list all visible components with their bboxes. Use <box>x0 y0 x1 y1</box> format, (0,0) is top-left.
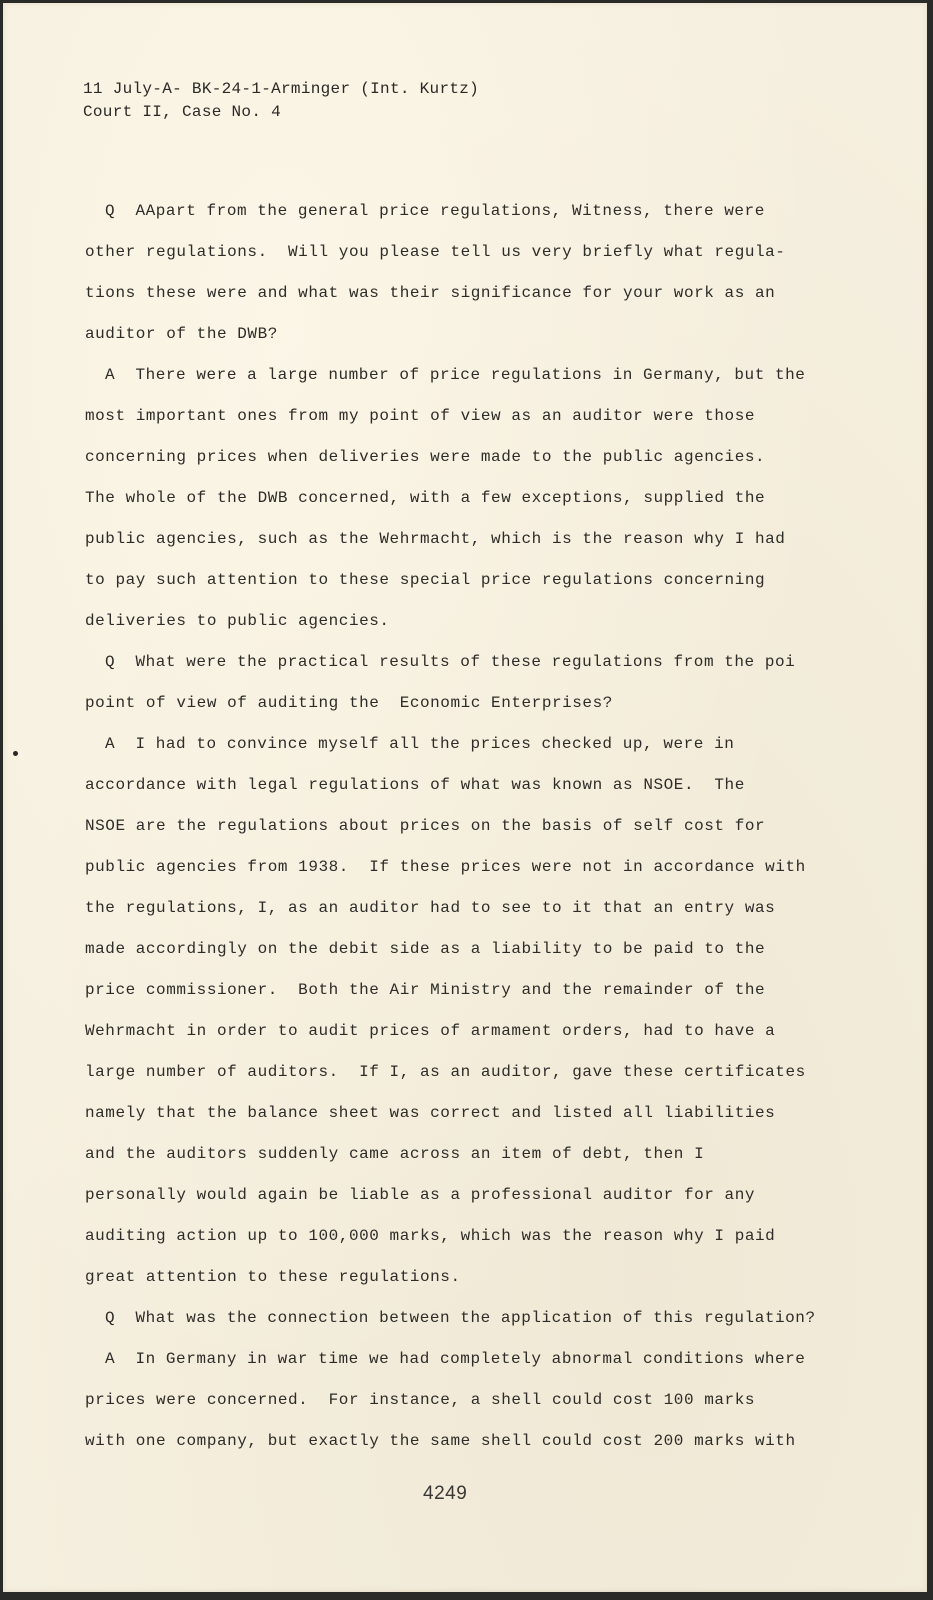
transcript-line: great attention to these regulations. <box>85 1268 461 1286</box>
transcript-line: personally would again be liable as a professional auditor for any <box>85 1186 756 1204</box>
transcript-line: large number of auditors. If I, as an auditor, gave these certificates <box>85 1063 806 1081</box>
transcript-line: Q What was the connection between the application of this regulation? <box>105 1309 816 1327</box>
transcript-line: Q What were the practical results of these regulations from the poi <box>105 653 796 671</box>
header-case-reference: 11 July-A- BK-24-1-Arminger (Int. Kurtz) <box>83 80 480 98</box>
transcript-line: Wehrmacht in order to audit prices of armament orders, had to have a <box>85 1022 776 1040</box>
transcript-line: prices were concerned. For instance, a shell could cost 100 marks <box>85 1391 756 1409</box>
transcript-line: the regulations, I, as an auditor had to see to it that an entry was <box>85 899 776 917</box>
transcript-line: Q AApart from the general price regulations, Witness, there were <box>105 202 765 220</box>
transcript-line: deliveries to public agencies. <box>85 612 390 630</box>
document-page <box>3 3 927 1592</box>
transcript-line: made accordingly on the debit side as a liability to be paid to the <box>85 940 766 958</box>
transcript-line: public agencies, such as the Wehrmacht, which is the reason why I had <box>85 530 786 548</box>
transcript-line: tions these were and what was their significance for your work as an <box>85 284 776 302</box>
page-number: 4249 <box>423 1483 468 1504</box>
transcript-line: A In Germany in war time we had completely abnormal conditions where <box>105 1350 806 1368</box>
transcript-line: public agencies from 1938. If these prices were not in accordance with <box>85 858 806 876</box>
transcript-line: accordance with legal regulations of what was known as NSOE. The <box>85 776 745 794</box>
transcript-line: with one company, but exactly the same shell could cost 200 marks with <box>85 1432 796 1450</box>
transcript-line: A There were a large number of price regulations in Germany, but the <box>105 366 806 384</box>
transcript-line: point of view of auditing the Economic Enterprises? <box>85 694 613 712</box>
header-court-case: Court II, Case No. 4 <box>83 103 282 121</box>
ink-speck <box>13 751 18 756</box>
transcript-line: A I had to convince myself all the prices checked up, were in <box>105 735 735 753</box>
transcript-line: price commissioner. Both the Air Ministry and the remainder of the <box>85 981 766 999</box>
transcript-line: NSOE are the regulations about prices on the basis of self cost for <box>85 817 766 835</box>
transcript-line: and the auditors suddenly came across an item of debt, then I <box>85 1145 705 1163</box>
transcript-line: The whole of the DWB concerned, with a few exceptions, supplied the <box>85 489 766 507</box>
transcript-line: to pay such attention to these special price regulations concerning <box>85 571 766 589</box>
transcript-line: concerning prices when deliveries were made to the public agencies. <box>85 448 766 466</box>
transcript-line: namely that the balance sheet was correct and listed all liabilities <box>85 1104 776 1122</box>
transcript-line: auditing action up to 100,000 marks, which was the reason why I paid <box>85 1227 776 1245</box>
transcript-line: most important ones from my point of view as an auditor were those <box>85 407 756 425</box>
transcript-line: other regulations. Will you please tell us very briefly what regula- <box>85 243 786 261</box>
transcript-line: auditor of the DWB? <box>85 325 278 343</box>
